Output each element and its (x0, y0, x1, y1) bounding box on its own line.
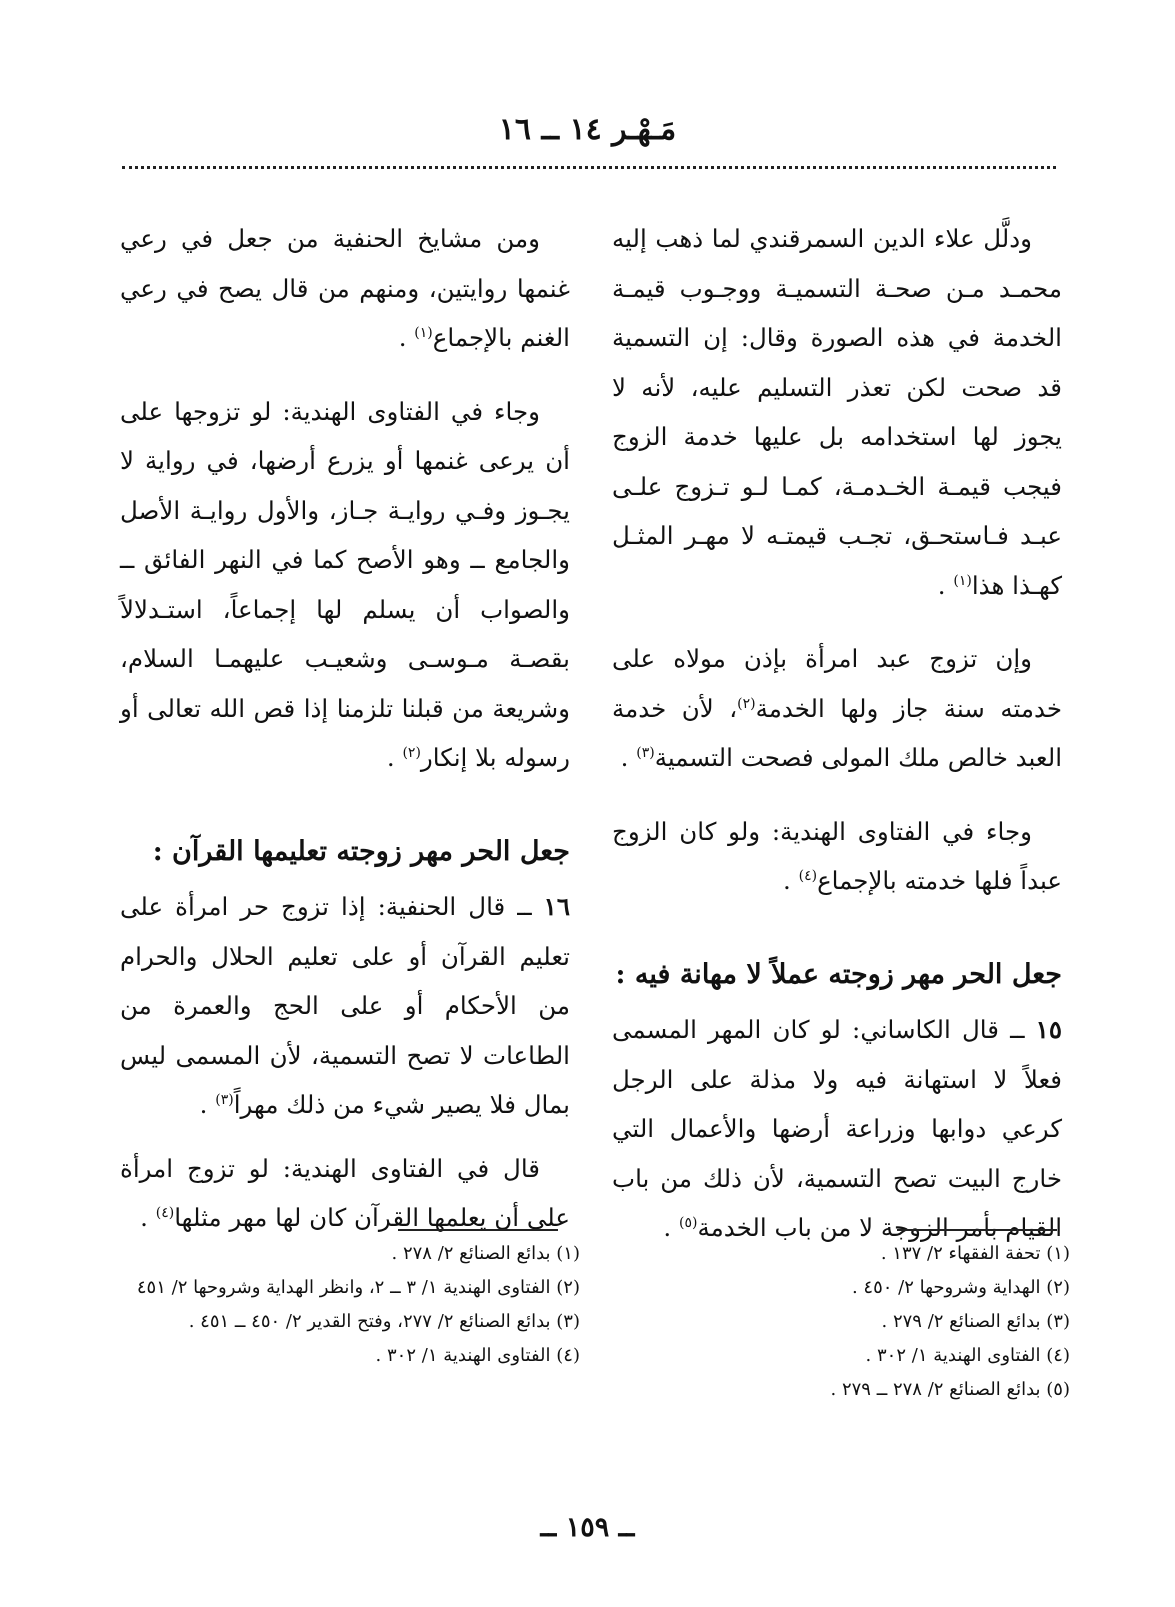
paragraph (612, 634, 1062, 783)
paragraph-text: ومن مشايخ الحنفية من جعل في رعي غنمها روايتين، ومنهم من قال يصح في رعي الغنم بالإجماع (120, 224, 570, 352)
footnotes-left (110, 1237, 580, 1373)
paragraph-tail: . (199, 1090, 216, 1119)
footnote-ref[interactable]: (٤) (798, 867, 818, 884)
footnote-item: (٢) الهداية وشروحها ٢/ ٤٥٠ . (851, 1277, 1070, 1298)
paragraph-text: وجاء في الفتاوى الهندية: ولو كان الزوج عبداً فلها خدمته بالإجماع (612, 816, 1062, 895)
paragraph (120, 882, 570, 1130)
section-heading: جعل الحر مهر زوجته تعليمها القرآن : (152, 835, 570, 867)
paragraph (120, 1144, 570, 1243)
footnote-item: (٣) بدائع الصنائع ٢/ ٢٧٩ . (881, 1311, 1070, 1332)
paragraph (120, 214, 570, 363)
paragraph-text: ، لأن خدمة العبد خالص ملك المولى فصحت التسمية (612, 693, 1062, 772)
right-column (612, 214, 1062, 1277)
paragraph-text: ــ قال الكاساني: لو كان المهر المسمى فعلاً لا استهانة فيه ولا مذلة على الرجل كرعي دوابها وزراعة أرضها والأعمال التي خارج البيت تصح التسمية، لأن ذلك من باب القيام بأمر الزوجة لا من باب الخدمة (612, 1015, 1062, 1242)
footnote-separator (897, 1229, 1057, 1231)
section-number: ١٦ (543, 892, 570, 921)
paragraph-tail: . (937, 570, 954, 600)
left-column (120, 214, 570, 1267)
paragraph-text: وإن تزوج عبد امرأة بإذن مولاه على خدمته سنة جاز ولها الخدمة (612, 644, 1062, 723)
footnote-item: (٥) بدائع الصنائع ٢/ ٢٧٨ ــ ٢٧٩ . (830, 1379, 1070, 1400)
paragraph-tail: . (620, 743, 637, 772)
paragraph-tail: . (783, 866, 799, 895)
running-header: مَـهْـر ١٤ ــ ١٦ (498, 112, 677, 147)
footnote-ref[interactable]: (٢) (402, 744, 421, 761)
paragraph-tail: . (663, 1213, 679, 1242)
paragraph-tail: . (140, 1203, 156, 1232)
footnote-ref[interactable]: (٥) (678, 1214, 698, 1231)
section-number: ١٥ (1035, 1015, 1062, 1044)
footnote-ref[interactable]: (١) (414, 324, 433, 341)
page-number: ــ ١٥٩ ــ (540, 1512, 635, 1543)
paragraph-tail: . (386, 743, 403, 772)
paragraph (120, 387, 570, 783)
section-heading: جعل الحر مهر زوجته عملاً لا مهانة فيه : (615, 958, 1062, 990)
footnote-item: (١) بدائع الصنائع ٢/ ٢٧٨ . (391, 1243, 580, 1264)
footnote-item: (٤) الفتاوى الهندية ١/ ٣٠٢ . (865, 1345, 1070, 1366)
footnote-item: (٤) الفتاوى الهندية ١/ ٣٠٢ . (375, 1345, 580, 1366)
footnote-item: (١) تحفة الفقهاء ٢/ ١٣٧ . (880, 1243, 1070, 1264)
footnote-item: (٢) الفتاوى الهندية ١/ ٣ ــ ٢، وانظر الهداية وشروحها ٢/ ٤٥١ (136, 1277, 580, 1298)
paragraph-text: وجاء في الفتاوى الهندية: لو تزوجها على أن يرعى غنمها أو يزرع أرضها، في رواية لا يجـوز وفـي روايـة جـاز، والأول روايـة الأصل والجامع ــ وهو الأصح كما في النهر الفائق ــ والصواب أن يسلم لها إجماعاً، استـدلالاً بقصـة مـوسـى وشعيـب عليهمـا السلام، وشريعة من قبلنا تلزمنا إذا قص الله تعالى أو رسوله بلا إنكار (120, 396, 570, 772)
footnote-item: (٣) بدائع الصنائع ٢/ ٢٧٧، وفتح القدير ٢/ ٤٥٠ ــ ٤٥١ . (188, 1311, 580, 1332)
footnote-ref[interactable]: (١) (953, 572, 972, 589)
footnote-separator (398, 1229, 558, 1231)
footnote-ref[interactable]: (٤) (155, 1204, 175, 1221)
paragraph-text: قال في الفتاوى الهندية: لو تزوج امرأة على أن يعلمها القرآن كان لها مهر مثلها (120, 1153, 570, 1232)
paragraph (612, 214, 1062, 610)
footnote-ref[interactable]: (٢) (737, 695, 756, 712)
paragraph (612, 1005, 1062, 1253)
paragraph-text: ــ قال الحنفية: إذا تزوج حر امرأة على تعليم القرآن أو على تعليم الحلال والحرام من الأحكام أو على الحج والعمرة من الطاعات لا تصح التسمية، لأن المسمى ليس بمال فلا يصير شيء من ذلك مهراً (120, 892, 570, 1119)
paragraph-text: ودلَّل علاء الدين السمرقندي لما ذهب إليه محمـد مـن صحـة التسميـة ووجـوب قيمـة الخدمة في هذه الصورة وقال: إن التسمية قد صحت لكن تعذر التسليم عليه، لأنه لا يجوز لها استخدامه بل عليها خدمة الزوج فيجب قيمـة الخـدمـة، كمـا لـو تـزوج علـى عبـد فـاستحـق، تجـب قيمتـه لا مهـر المثـل كهـذا هذا (612, 224, 1062, 600)
paragraph (612, 807, 1062, 906)
paragraph-tail: . (398, 323, 415, 352)
footnotes-right (600, 1237, 1070, 1407)
header-dotted-rule (122, 166, 1056, 169)
footnote-ref[interactable]: (٣) (215, 1091, 234, 1108)
footnote-ref[interactable]: (٣) (636, 744, 655, 761)
